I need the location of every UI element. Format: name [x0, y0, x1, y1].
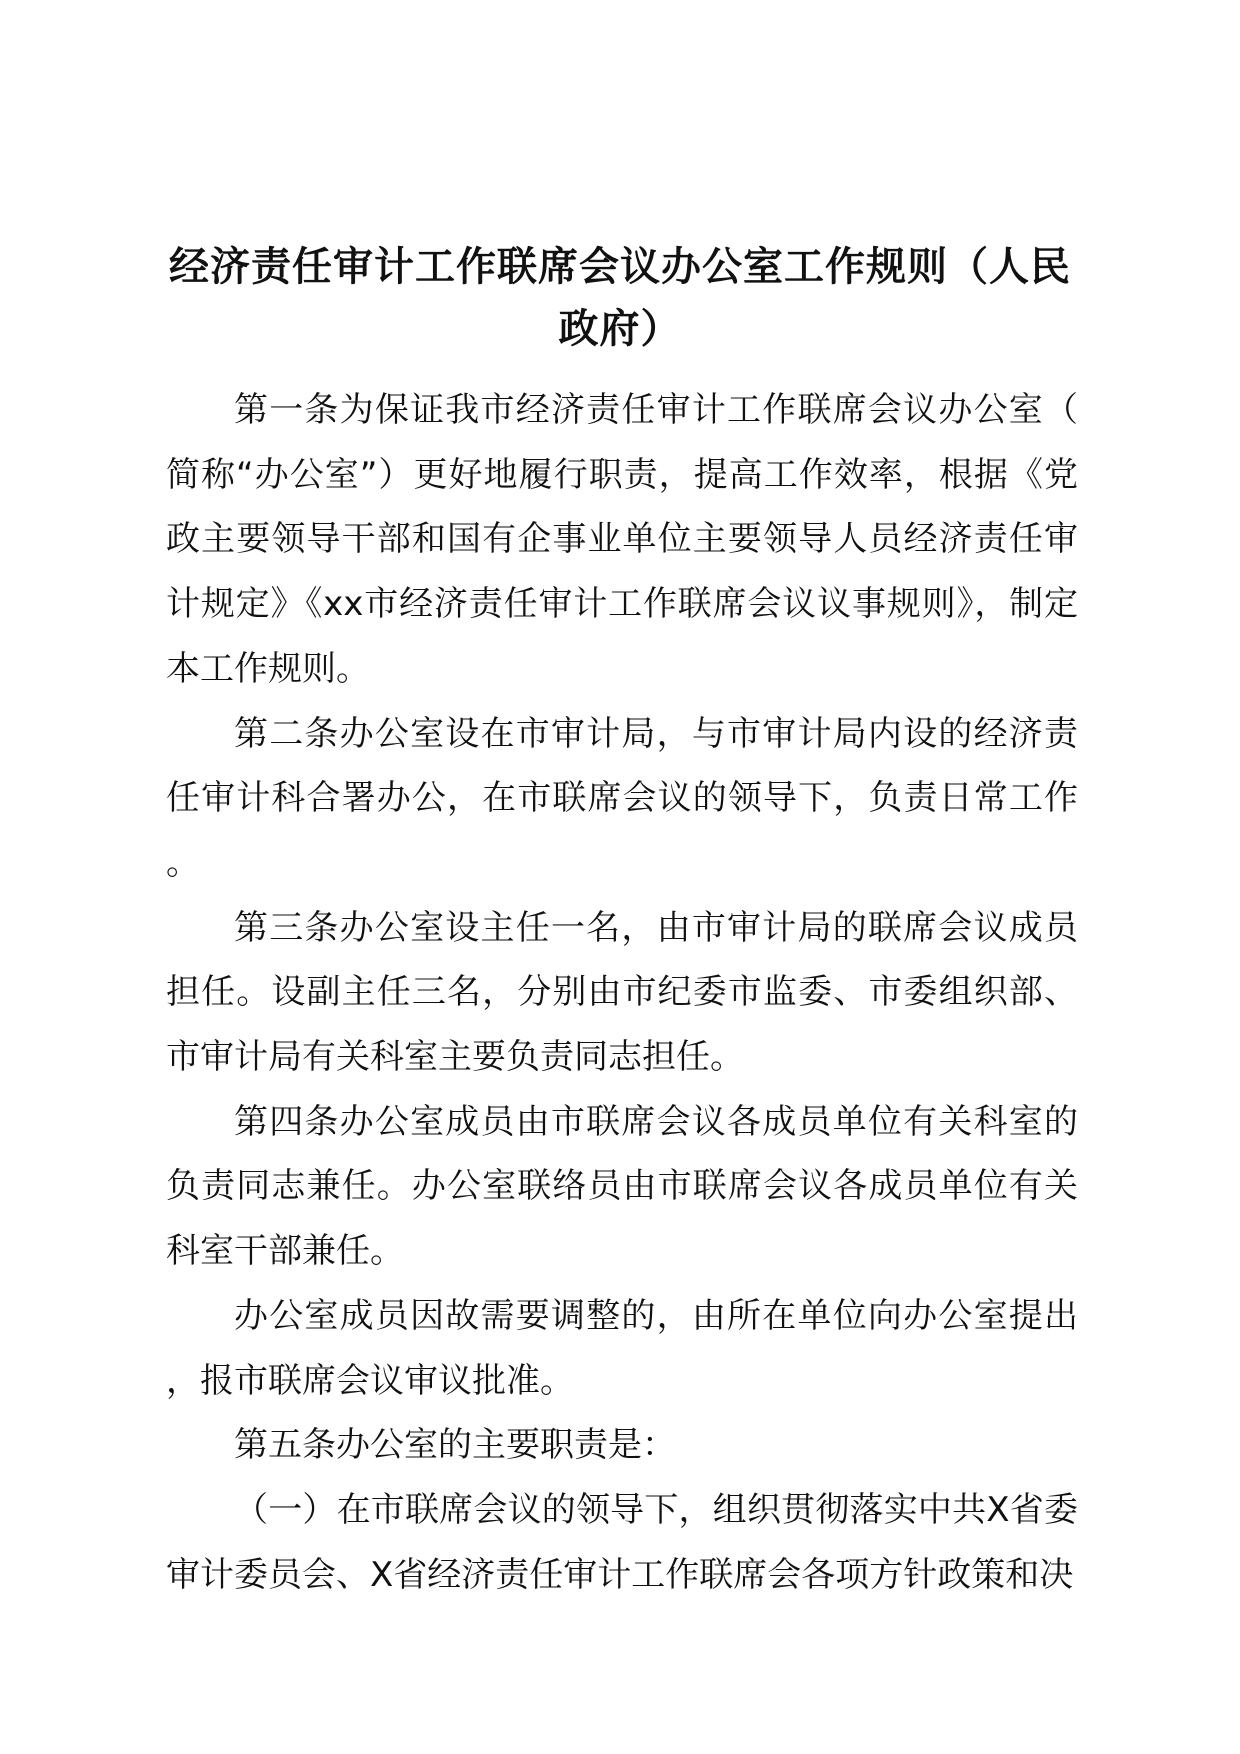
- paragraph-article-1: 第一条为保证我市经济责任审计工作联席会议办公室（简称“办公室”）更好地履行职责，提高工作效率，根据《党政主要领导干部和国有企事业单位主要领导人员经济责任审计规定》《xx市经济责任审计工作联席会议议事规则》，制定本工作规则。: [166, 390, 1078, 689]
- paragraph-article-2: 第二条办公室设在市审计局，与市审计局内设的经济责任审计科合署办公，在市联席会议的领导下，负责日常工作。: [166, 713, 1078, 883]
- document-body: [166, 378, 1078, 1607]
- paragraph-member-adjustment: 办公室成员因故需要调整的，由所在单位向办公室提出，报市联席会议审议批准。: [166, 1295, 1078, 1401]
- paragraph-duty-1: （一）在市联席会议的领导下，组织贯彻落实中共X省委审计委员会、X省经济责任审计工作联席会各项方针政策和决: [166, 1489, 1078, 1595]
- paragraph-article-5: 第五条办公室的主要职责是：: [234, 1425, 676, 1466]
- paragraph-article-4: 第四条办公室成员由市联席会议各成员单位有关科室的负责同志兼任。办公室联络员由市联席会议各成员单位有关科室干部兼任。: [166, 1101, 1078, 1272]
- paragraph-article-3: 第三条办公室设主任一名，由市审计局的联席会议成员担任。设副主任三名，分别由市纪委市监委、市委组织部、市审计局有关科室主要负责同志担任。: [166, 907, 1078, 1078]
- document-title: 经济责任审计工作联席会议办公室工作规则（人民政府）: [169, 244, 1071, 352]
